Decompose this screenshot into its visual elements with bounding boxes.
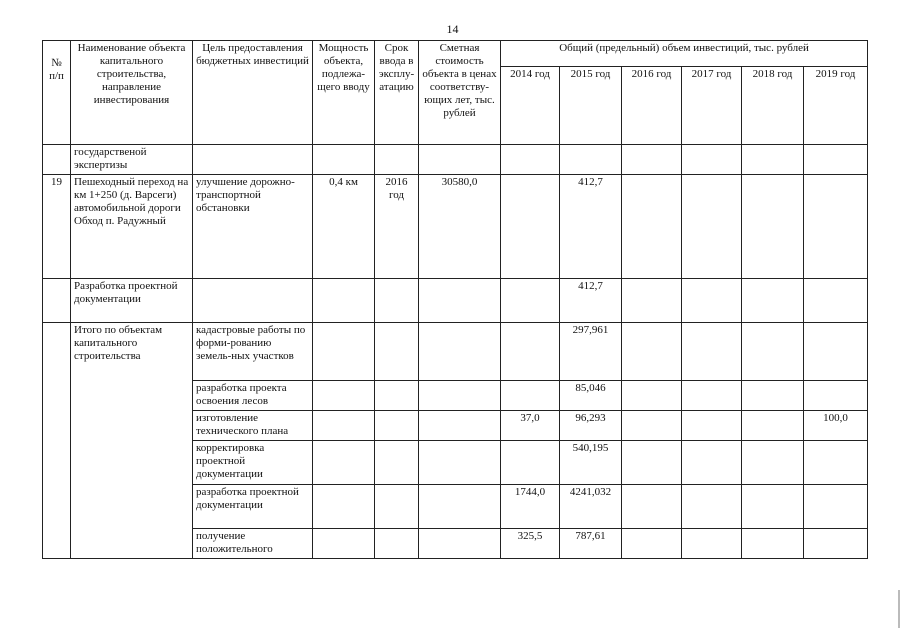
row-value-2014: 325,5	[501, 529, 560, 559]
row-value-2015: 412,7	[560, 175, 622, 279]
row-name: Итого по объектам капитального строительства	[71, 323, 193, 559]
row-value-2019	[804, 381, 868, 411]
row-value-2019	[804, 485, 868, 529]
row-goal: разработка проектной документации	[193, 485, 313, 529]
table-row	[43, 145, 868, 175]
scan-edge-mark	[898, 590, 900, 628]
investment-table	[42, 40, 868, 559]
header-goal: Цель предоставления бюджетных инвестиций	[193, 41, 313, 145]
table-row	[43, 175, 868, 279]
header-year: 2016 год	[622, 67, 682, 145]
row-value-2019	[804, 323, 868, 381]
header-term: Срок ввода в эксплу-атацию	[375, 41, 419, 145]
row-value-2014: 1744,0	[501, 485, 560, 529]
row-goal: изготовление технического плана	[193, 411, 313, 441]
header-year: 2014 год	[501, 67, 560, 145]
row-value-2014	[501, 323, 560, 381]
page-number: 14	[446, 22, 459, 36]
row-value-2015: 4241,032	[560, 485, 622, 529]
row-goal: корректировка проектной документации	[193, 441, 313, 485]
header-cost: Сметная стоимость объекта в ценах соответству-ющих лет, тыс. рублей	[419, 41, 501, 145]
header-total-investment: Общий (предельный) объем инвестиций, тыс. рублей	[501, 41, 868, 67]
row-value-2015: 787,61	[560, 529, 622, 559]
row-value-2014	[501, 381, 560, 411]
header-year: 2019 год	[804, 67, 868, 145]
row-value-2019: 100,0	[804, 411, 868, 441]
row-num: 19	[43, 175, 71, 279]
table-row	[43, 279, 868, 323]
header-name: Наименование объекта капитального строительства, направление инвестирования	[71, 41, 193, 145]
row-value-2014	[501, 441, 560, 485]
row-value-2019	[804, 441, 868, 485]
header-num: № п/п	[43, 41, 71, 145]
table-row	[43, 323, 868, 381]
header-year: 2015 год	[560, 67, 622, 145]
row-name: Пешеходный переход на км 1+250 (д. Варсеги) автомобильной дороги Обход п. Радужный	[71, 175, 193, 279]
row-value-2014: 37,0	[501, 411, 560, 441]
row-value-2015: 412,7	[560, 279, 622, 323]
row-value-2015: 85,046	[560, 381, 622, 411]
header-capacity: Мощность объекта, подлежа-щего вводу	[313, 41, 375, 145]
row-term: 2016 год	[375, 175, 419, 279]
row-goal: улучшение дорожно-транспортной обстановки	[193, 175, 313, 279]
row-value-2019	[804, 529, 868, 559]
row-value-2015: 96,293	[560, 411, 622, 441]
row-goal: получение положительного	[193, 529, 313, 559]
row-value-2015: 297,961	[560, 323, 622, 381]
header-year: 2018 год	[742, 67, 804, 145]
row-goal: разработка проекта освоения лесов	[193, 381, 313, 411]
row-name: государственой экспертизы	[71, 145, 193, 175]
row-goal: кадастровые работы по форми-рованию земель-ных участков	[193, 323, 313, 381]
row-name: Разработка проектной документации	[71, 279, 193, 323]
row-value-2015: 540,195	[560, 441, 622, 485]
row-capacity: 0,4 км	[313, 175, 375, 279]
row-cost: 30580,0	[419, 175, 501, 279]
header-year: 2017 год	[682, 67, 742, 145]
